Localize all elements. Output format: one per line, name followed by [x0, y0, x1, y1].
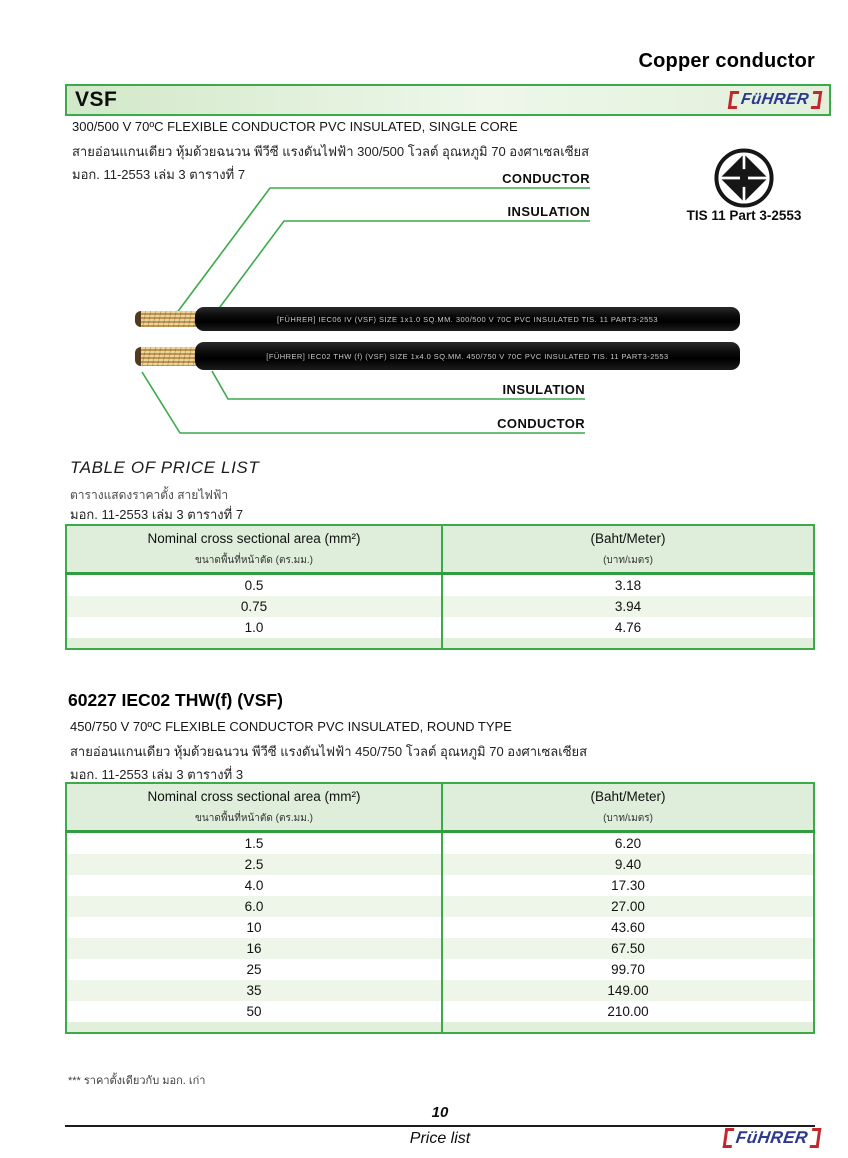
col-header-price-th: (บาท/เมตร)	[603, 555, 653, 566]
col-header-price	[442, 783, 814, 832]
filler-cell	[66, 1022, 442, 1033]
size-cell: 0.5	[244, 578, 264, 593]
price-list-standard: มอก. 11-2553 เล่ม 3 ตารางที่ 7	[70, 507, 244, 522]
section1-description-en: 300/500 V 70ºC FLEXIBLE CONDUCTOR PVC INSULATED, SINGLE CORE	[72, 119, 518, 134]
table-row	[66, 596, 814, 617]
price-table-1	[65, 524, 815, 650]
price-table-2-wrapper	[65, 782, 815, 1034]
footer-divider	[65, 1125, 815, 1127]
filler-row	[66, 1022, 814, 1033]
size-cell: 1.0	[244, 620, 264, 635]
size-cell: 25	[246, 962, 262, 977]
table-row	[66, 832, 814, 855]
col-header-price-en: (Baht/Meter)	[590, 789, 666, 804]
filler-row	[66, 638, 814, 649]
col-header-price-th: (บาท/เมตร)	[603, 813, 653, 824]
col-header-price-en: (Baht/Meter)	[590, 531, 666, 546]
size-cell: 0.75	[66, 596, 442, 617]
table-row	[66, 896, 814, 917]
table-row	[66, 980, 814, 1001]
price-cell: 149.00	[442, 980, 814, 1001]
logo-right-bracket	[811, 91, 823, 109]
price-table-2	[65, 782, 815, 1034]
size-cell: 1.5	[244, 836, 264, 851]
page-number: 10	[431, 1104, 449, 1121]
table-row	[66, 617, 814, 638]
price-cell: 67.50	[442, 938, 814, 959]
section2-description-en: 450/750 V 70ºC FLEXIBLE CONDUCTOR PVC INSULATED, ROUND TYPE	[70, 719, 512, 734]
price-cell: 27.00	[442, 896, 814, 917]
col-header-size	[66, 783, 442, 832]
cable2-print-legend: [FÜHRER] IEC02 THW (f) (VSF) SIZE 1x4.0 SQ.MM. 450/750 V 70C PVC INSULATED TIS. 11 PART3-2553	[266, 351, 669, 361]
section1-standard: มอก. 11-2553 เล่ม 3 ตารางที่ 7	[72, 167, 246, 182]
price-list-subtitle-th: ตารางแสดงราคาตั้ง สายไฟฟ้า	[70, 488, 229, 502]
size-cell: 2.5	[66, 854, 442, 875]
size-cell: 16	[66, 938, 442, 959]
tis-mark-icon	[712, 146, 776, 215]
label-conductor-bottom: CONDUCTOR	[497, 416, 585, 431]
col-header-size-th: ขนาดพื้นที่หน้าตัด (ตร.มม.)	[195, 813, 313, 824]
label-insulation-bottom: INSULATION	[502, 382, 585, 397]
table-row	[66, 1001, 814, 1022]
size-cell: 4.0	[244, 878, 264, 893]
table-row	[66, 938, 814, 959]
fuhrer-logo	[728, 91, 822, 109]
price-cell: 3.18	[442, 574, 814, 597]
table-row	[66, 959, 814, 980]
section-title-vsf: VSF	[75, 88, 118, 111]
price-cell: 210.00	[442, 1001, 814, 1022]
cable2-conductor	[135, 347, 202, 366]
logo-right-bracket	[810, 1128, 822, 1148]
price-cell: 4.76	[442, 617, 814, 638]
table-row	[66, 917, 814, 938]
size-cell: 6.0	[66, 896, 442, 917]
price-cell: 6.20	[442, 832, 814, 855]
price-table-1-wrapper	[65, 524, 815, 650]
table-row	[66, 574, 814, 597]
col-header-size-en: Nominal cross sectional area (mm²)	[147, 789, 361, 804]
price-cell: 3.94	[442, 596, 814, 617]
price-cell: 99.70	[442, 959, 814, 980]
size-cell: 35	[66, 980, 442, 1001]
price-list-title: TABLE OF PRICE LIST	[70, 458, 260, 477]
price-cell: 9.40	[442, 854, 814, 875]
header-row	[66, 783, 814, 832]
table-row	[66, 854, 814, 875]
header-row	[66, 525, 814, 574]
col-header-size	[66, 525, 442, 574]
fuhrer-logo	[723, 1128, 822, 1148]
footnote: *** ราคาตั้งเดียวกับ มอก. เก่า	[68, 1075, 206, 1087]
price-cell: 43.60	[442, 917, 814, 938]
table-row	[66, 875, 814, 896]
filler-cell	[442, 1022, 814, 1033]
cable1-conductor	[135, 311, 202, 327]
cable2-insulation	[195, 342, 740, 370]
col-header-price	[442, 525, 814, 574]
footer-label: Price list	[409, 1130, 471, 1147]
cable1-insulation	[195, 307, 740, 331]
price-cell: 17.30	[442, 875, 814, 896]
footer-fuhrer-logo	[724, 1128, 820, 1153]
page-title: Copper conductor	[638, 50, 815, 72]
section2-description-th: สายอ่อนแกนเดียว หุ้มด้วยฉนวน พีวีซี แรงดันไฟฟ้า 450/750 โวลต์ อุณหภูมิ 70 องศาเซลเซียส	[70, 744, 588, 759]
filler-cell	[66, 638, 442, 649]
section2-standard: มอก. 11-2553 เล่ม 3 ตารางที่ 3	[70, 767, 244, 782]
cable1-print-legend: [FÜHRER] IEC06 IV (VSF) SIZE 1x1.0 SQ.MM. 300/500 V 70C PVC INSULATED TIS. 11 PART3-2553	[276, 314, 659, 324]
tis-label: TIS 11 Part 3-2553	[686, 208, 802, 223]
filler-cell	[442, 638, 814, 649]
section1-description-th: สายอ่อนแกนเดียว หุ้มด้วยฉนวน พีวีซี แรงดันไฟฟ้า 300/500 โวลต์ อุณหภูมิ 70 องศาเซลเซียส	[72, 144, 590, 159]
logo-text: FüHRER	[740, 90, 811, 108]
section-header-bar	[65, 84, 831, 116]
col-header-size-th: ขนาดพื้นที่หน้าตัด (ตร.มม.)	[195, 555, 313, 566]
logo-text: FüHRER	[734, 1128, 810, 1147]
section2-title: 60227 IEC02 THW(f) (VSF)	[68, 690, 283, 710]
label-insulation-top: INSULATION	[507, 204, 590, 219]
size-cell: 50	[246, 1004, 262, 1019]
label-conductor-top: CONDUCTOR	[502, 171, 590, 186]
col-header-size-en: Nominal cross sectional area (mm²)	[147, 531, 361, 546]
size-cell: 10	[246, 920, 262, 935]
